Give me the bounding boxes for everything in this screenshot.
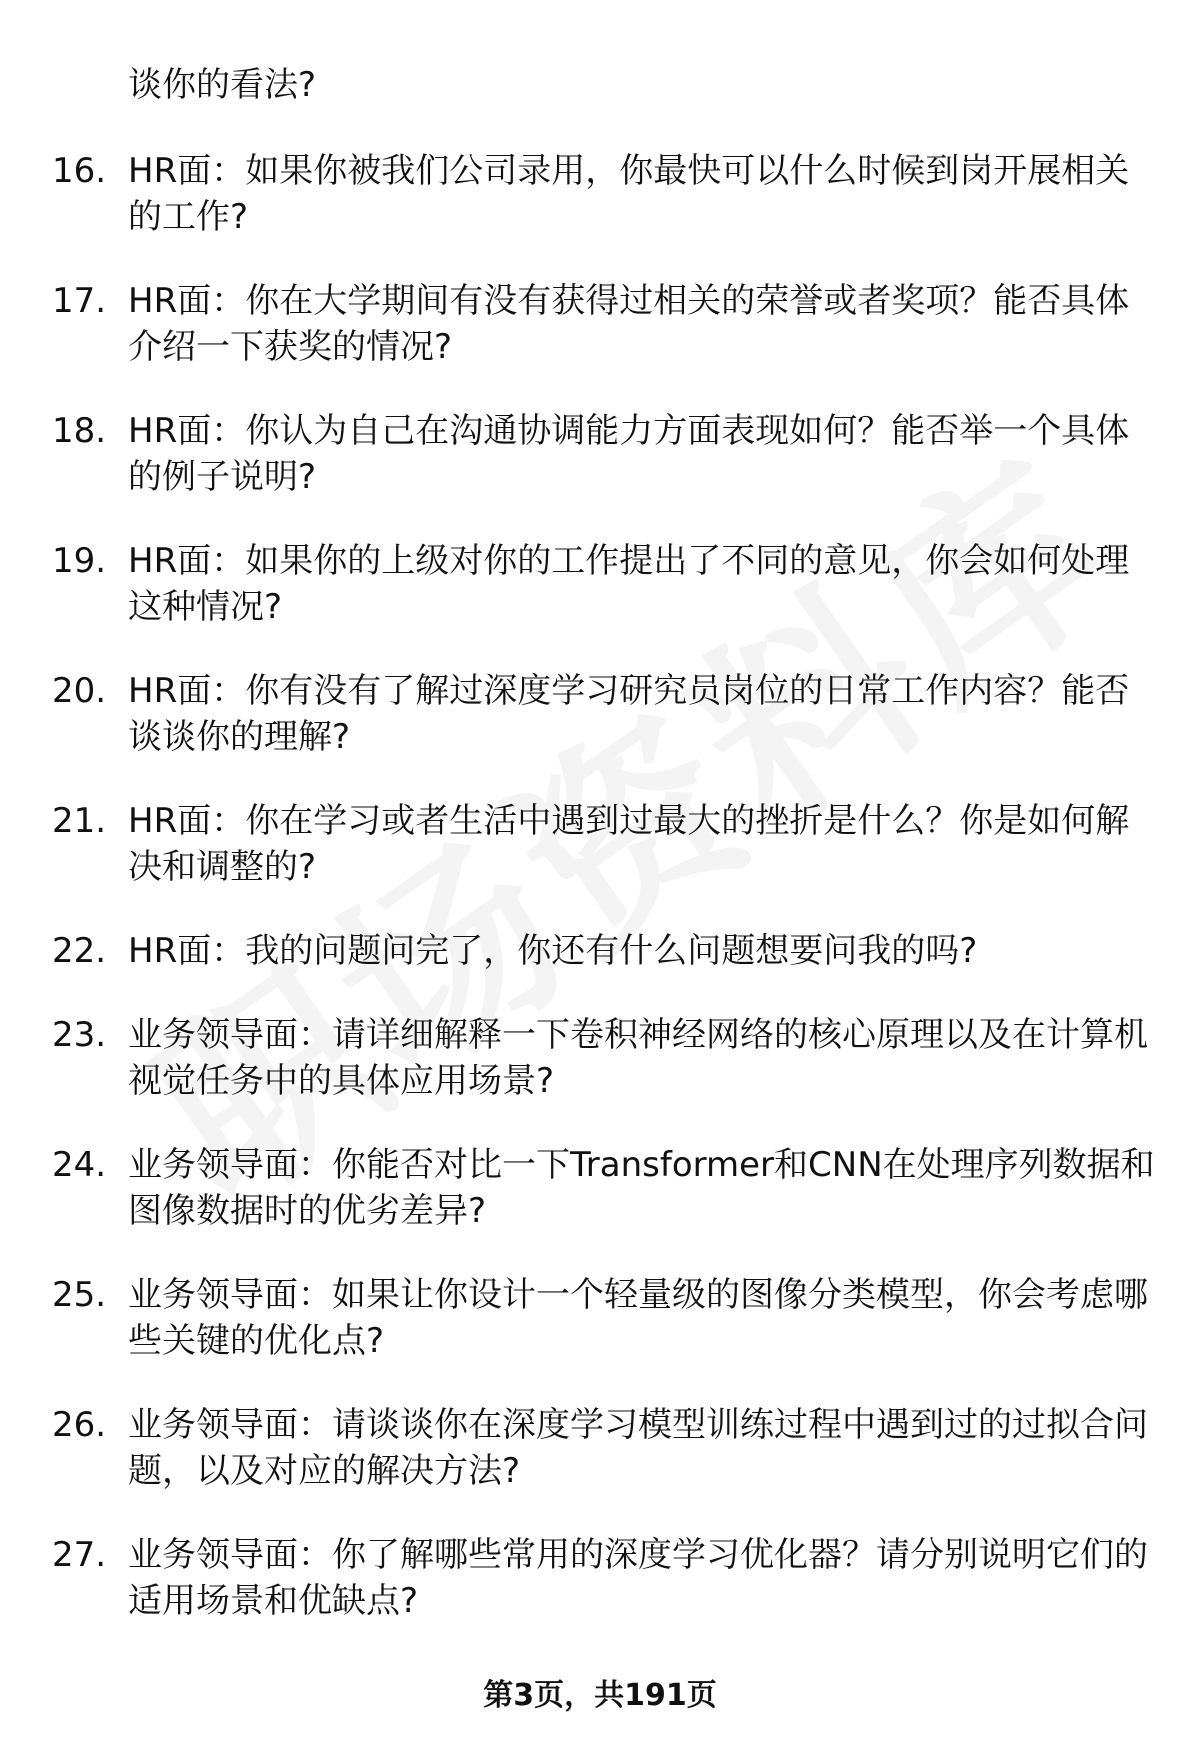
question-number: 18. [52, 411, 107, 451]
question-text: HR面：你在大学期间有没有获得过相关的荣誉或者奖项？能否具体介绍一下获奖的情况? [128, 281, 1130, 367]
question-item [0, 278, 1200, 370]
question-number: 26. [52, 1405, 107, 1445]
question-number: 17. [52, 281, 107, 321]
question-text: 业务领导面：你能否对比一下Transformer和CNN在处理序列数据和图像数据时的优劣差异? [128, 1145, 1155, 1231]
question-item [0, 1272, 1200, 1364]
question-item [0, 148, 1200, 240]
question-text: 业务领导面：请详细解释一下卷积神经网络的核心原理以及在计算机视觉任务中的具体应用场景? [128, 1015, 1148, 1101]
page-footer: 第3页，共191页 [483, 1678, 717, 1713]
question-item [0, 1532, 1200, 1624]
question-text: HR面：我的问题问完了，你还有什么问题想要问我的吗? [128, 931, 978, 971]
question-number: 25. [52, 1275, 107, 1315]
question-item [0, 1402, 1200, 1494]
question-text: HR面：你有没有了解过深度学习研究员岗位的日常工作内容？能否谈谈你的理解? [128, 671, 1130, 757]
question-number: 20. [52, 671, 107, 711]
question-item [0, 668, 1200, 760]
question-number: 24. [52, 1145, 107, 1185]
question-item [0, 1142, 1200, 1234]
question-text: 业务领导面：你了解哪些常用的深度学习优化器？请分别说明它们的适用场景和优缺点? [128, 1535, 1148, 1621]
question-item [0, 538, 1200, 630]
question-number: 19. [52, 541, 107, 581]
question-item [0, 798, 1200, 890]
question-number: 21. [52, 801, 107, 841]
question-item [0, 928, 1200, 974]
question-item [0, 1012, 1200, 1104]
question-item [0, 408, 1200, 500]
question-number: 27. [52, 1535, 107, 1575]
question-text: HR面：你在学习或者生活中遇到过最大的挫折是什么？你是如何解决和调整的? [128, 801, 1130, 887]
question-number: 16. [52, 151, 107, 191]
question-number: 23. [52, 1015, 107, 1055]
continuation-text: 谈你的看法? [128, 65, 317, 105]
question-text: 业务领导面：请谈谈你在深度学习模型训练过程中遇到过的过拟合问题，以及对应的解决方法? [128, 1405, 1148, 1491]
question-text: HR面：如果你的上级对你的工作提出了不同的意见，你会如何处理这种情况? [128, 541, 1130, 627]
question-list [0, 148, 1200, 1662]
question-number: 22. [52, 931, 107, 971]
question-text: HR面：如果你被我们公司录用，你最快可以什么时候到岗开展相关的工作? [128, 151, 1130, 237]
question-text: HR面：你认为自己在沟通协调能力方面表现如何？能否举一个具体的例子说明? [128, 411, 1130, 497]
question-text: 业务领导面：如果让你设计一个轻量级的图像分类模型，你会考虑哪些关键的优化点? [128, 1275, 1148, 1361]
